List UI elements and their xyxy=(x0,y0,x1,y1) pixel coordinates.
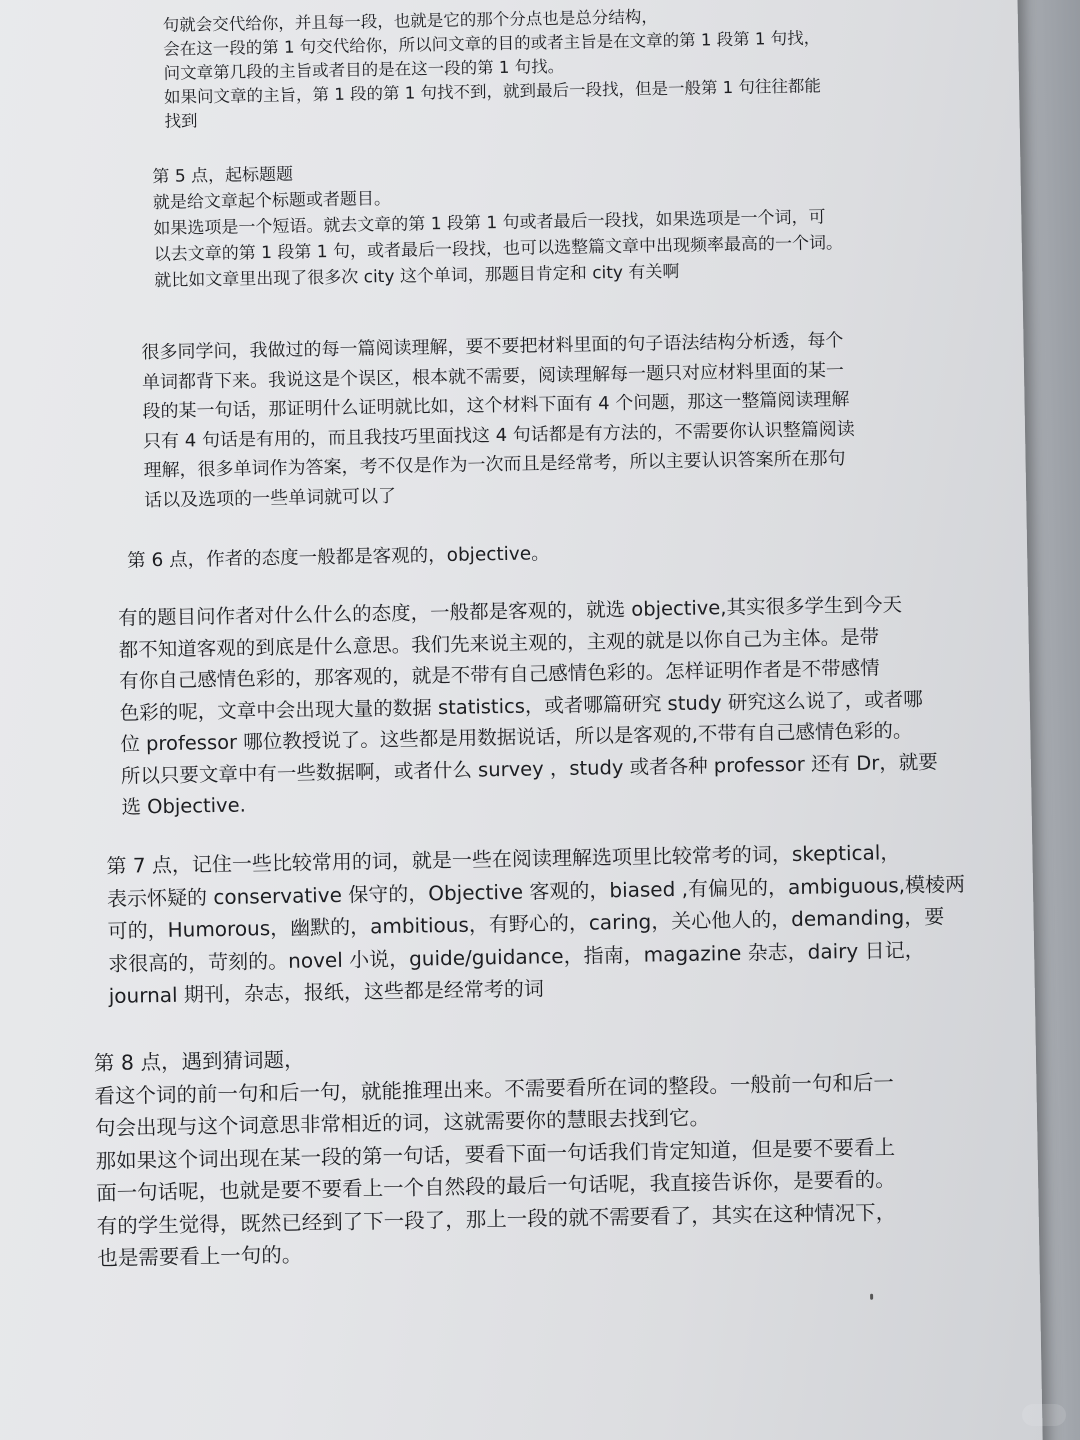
intro-line: 句就会交代给你，并且每一段，也就是它的那个分点也是总分结构， xyxy=(162,7,658,35)
point5-line: 就是给文章起个标题或者题目。 xyxy=(152,188,392,214)
reading-note-paragraph xyxy=(141,326,856,515)
point5-heading: 第 5 点，起标题题 xyxy=(152,164,294,188)
point8-line: 也是需要看上一句的。 xyxy=(97,1242,303,1271)
point6-body xyxy=(118,588,939,823)
point8-line: 句会出现与这个词意思非常相近的词，这就需要你的慧眼去找到它。 xyxy=(94,1105,711,1141)
reading-note-line: 理解，很多单词作为答案，考不仅是作为一次而且是经常考，所以主要认识答案所在那句 xyxy=(143,448,846,482)
point5-section xyxy=(152,152,843,294)
point7-line: 可的，Humorous，幽默的，ambitious，有野心的，caring，关心他人的，demanding，要 xyxy=(107,904,945,943)
intro-line: 问文章第几段的主旨或者目的是在这一段的第 1 句找。 xyxy=(163,56,565,83)
intro-line: 如果问文章的主旨，第 1 段的第 1 句找不到，就到最后一段找，但是一般第 1 句往往都能 xyxy=(163,76,822,107)
reading-note-line: 很多同学问，我做过的每一篇阅读理解，要不要把材料里面的句子语法结构分析透，每个 xyxy=(141,330,844,364)
point8-section xyxy=(94,1033,897,1274)
reading-note-line: 单词都背下来。我说这是个误区，根本就不需要，阅读理解每一题只对应材料里面的某一 xyxy=(141,359,845,393)
point6-line: 有你自己感情色彩的，那客观的，就是不带有自己感情色彩的。怎样证明作者是不带感情 xyxy=(119,656,880,693)
point5-line: 以去文章的第 1 段第 1 句，或者最后一段找，也可以选整篇文章中出现频率最高的一个词。 xyxy=(153,233,844,266)
point6-line: 有的题目问作者对什么什么的态度，一般都是客观的，就选 objective,其实很多学生到今天 xyxy=(117,593,903,630)
point7-line: journal 期刊，杂志，报纸，这些都是经常考的词 xyxy=(108,976,545,1008)
point7-section xyxy=(106,835,967,1012)
point6-line: 所以只要文章中有一些数据啊，或者什么 survey ，study 或者各种 professor 还有 Dr，就要 xyxy=(120,749,938,788)
point6-line: 色彩的呢，文章中会出现大量的数据 statistics，或者哪篇研究 study 研究这么说了，或者哪 xyxy=(119,687,924,725)
point6-heading-text: 第 6 点，作者的态度一般都是客观的，objective。 xyxy=(126,543,550,572)
reading-note-line: 话以及选项的一些单词就可以了 xyxy=(143,485,397,511)
point6-heading xyxy=(127,539,550,576)
reading-note-line: 段的某一句话，那证明什么证明就比如，这个材料下面有 4 个问题，那这一整篇阅读理解 xyxy=(142,388,850,423)
corner-watermark xyxy=(1022,1404,1066,1426)
point8-line: 面一句话呢，也就是要不要看上一个自然段的最后一句话呢，我直接告诉你，是要看的。 xyxy=(95,1167,896,1206)
point6-line: 选 Objective. xyxy=(121,793,247,819)
point7-line: 表示怀疑的 conservative 保守的，Objective 客观的，biased ,有偏见的，ambiguous,模棱两 xyxy=(106,871,966,911)
point5-line: 就比如文章里出现了很多次 city 这个单词，那题目肯定和 city 有关啊 xyxy=(154,261,680,292)
intro-line: 会在这一段的第 1 句交代给你，所以问文章的目的或者主旨是在文章的第 1 段第 1 句找， xyxy=(163,28,821,59)
point6-line: 位 professor 哪位教授说了。这些都是用数据说话，所以是客观的,不带有自己感情色彩的。 xyxy=(120,718,913,756)
point8-line: 有的学生觉得，既然已经到了下一段了，那上一段的就不需要看了，其实在这种情况下， xyxy=(96,1199,897,1238)
point5-line: 如果选项是一个短语。就去文章的第 1 段第 1 句或者最后一段找，如果选项是一个词，可 xyxy=(153,207,826,240)
point8-line: 那如果这个词出现在某一段的第一句话，要看下面一句话我们肯定知道，但是要不要看上 xyxy=(95,1134,896,1173)
ink-smudge xyxy=(870,1294,873,1300)
point8-line: 看这个词的前一句和后一句，就能推理出来。不需要看所在词的整段。一般前一句和后一 xyxy=(94,1069,895,1108)
point7-line: 第 7 点，记住一些比较常用的词，就是一些在阅读理解选项里比较常考的词，skeptical， xyxy=(106,840,901,878)
intro-line: 找到 xyxy=(164,111,198,131)
point6-line: 都不知道客观的到底是什么意思。我们先来说主观的，主观的就是以你自己为主体。是带 xyxy=(118,624,880,662)
reading-note-line: 只有 4 句话是有用的，而且我技巧里面找这 4 句话都是有方法的，不需要你认识整篇阅读 xyxy=(142,418,855,452)
point7-line: 求很高的，苛刻的。novel 小说，guide/guidance，指南，magazine 杂志，dairy 日记， xyxy=(107,937,925,976)
intro-paragraph xyxy=(163,2,822,133)
point8-heading: 第 8 点，遇到猜词题， xyxy=(93,1047,305,1076)
